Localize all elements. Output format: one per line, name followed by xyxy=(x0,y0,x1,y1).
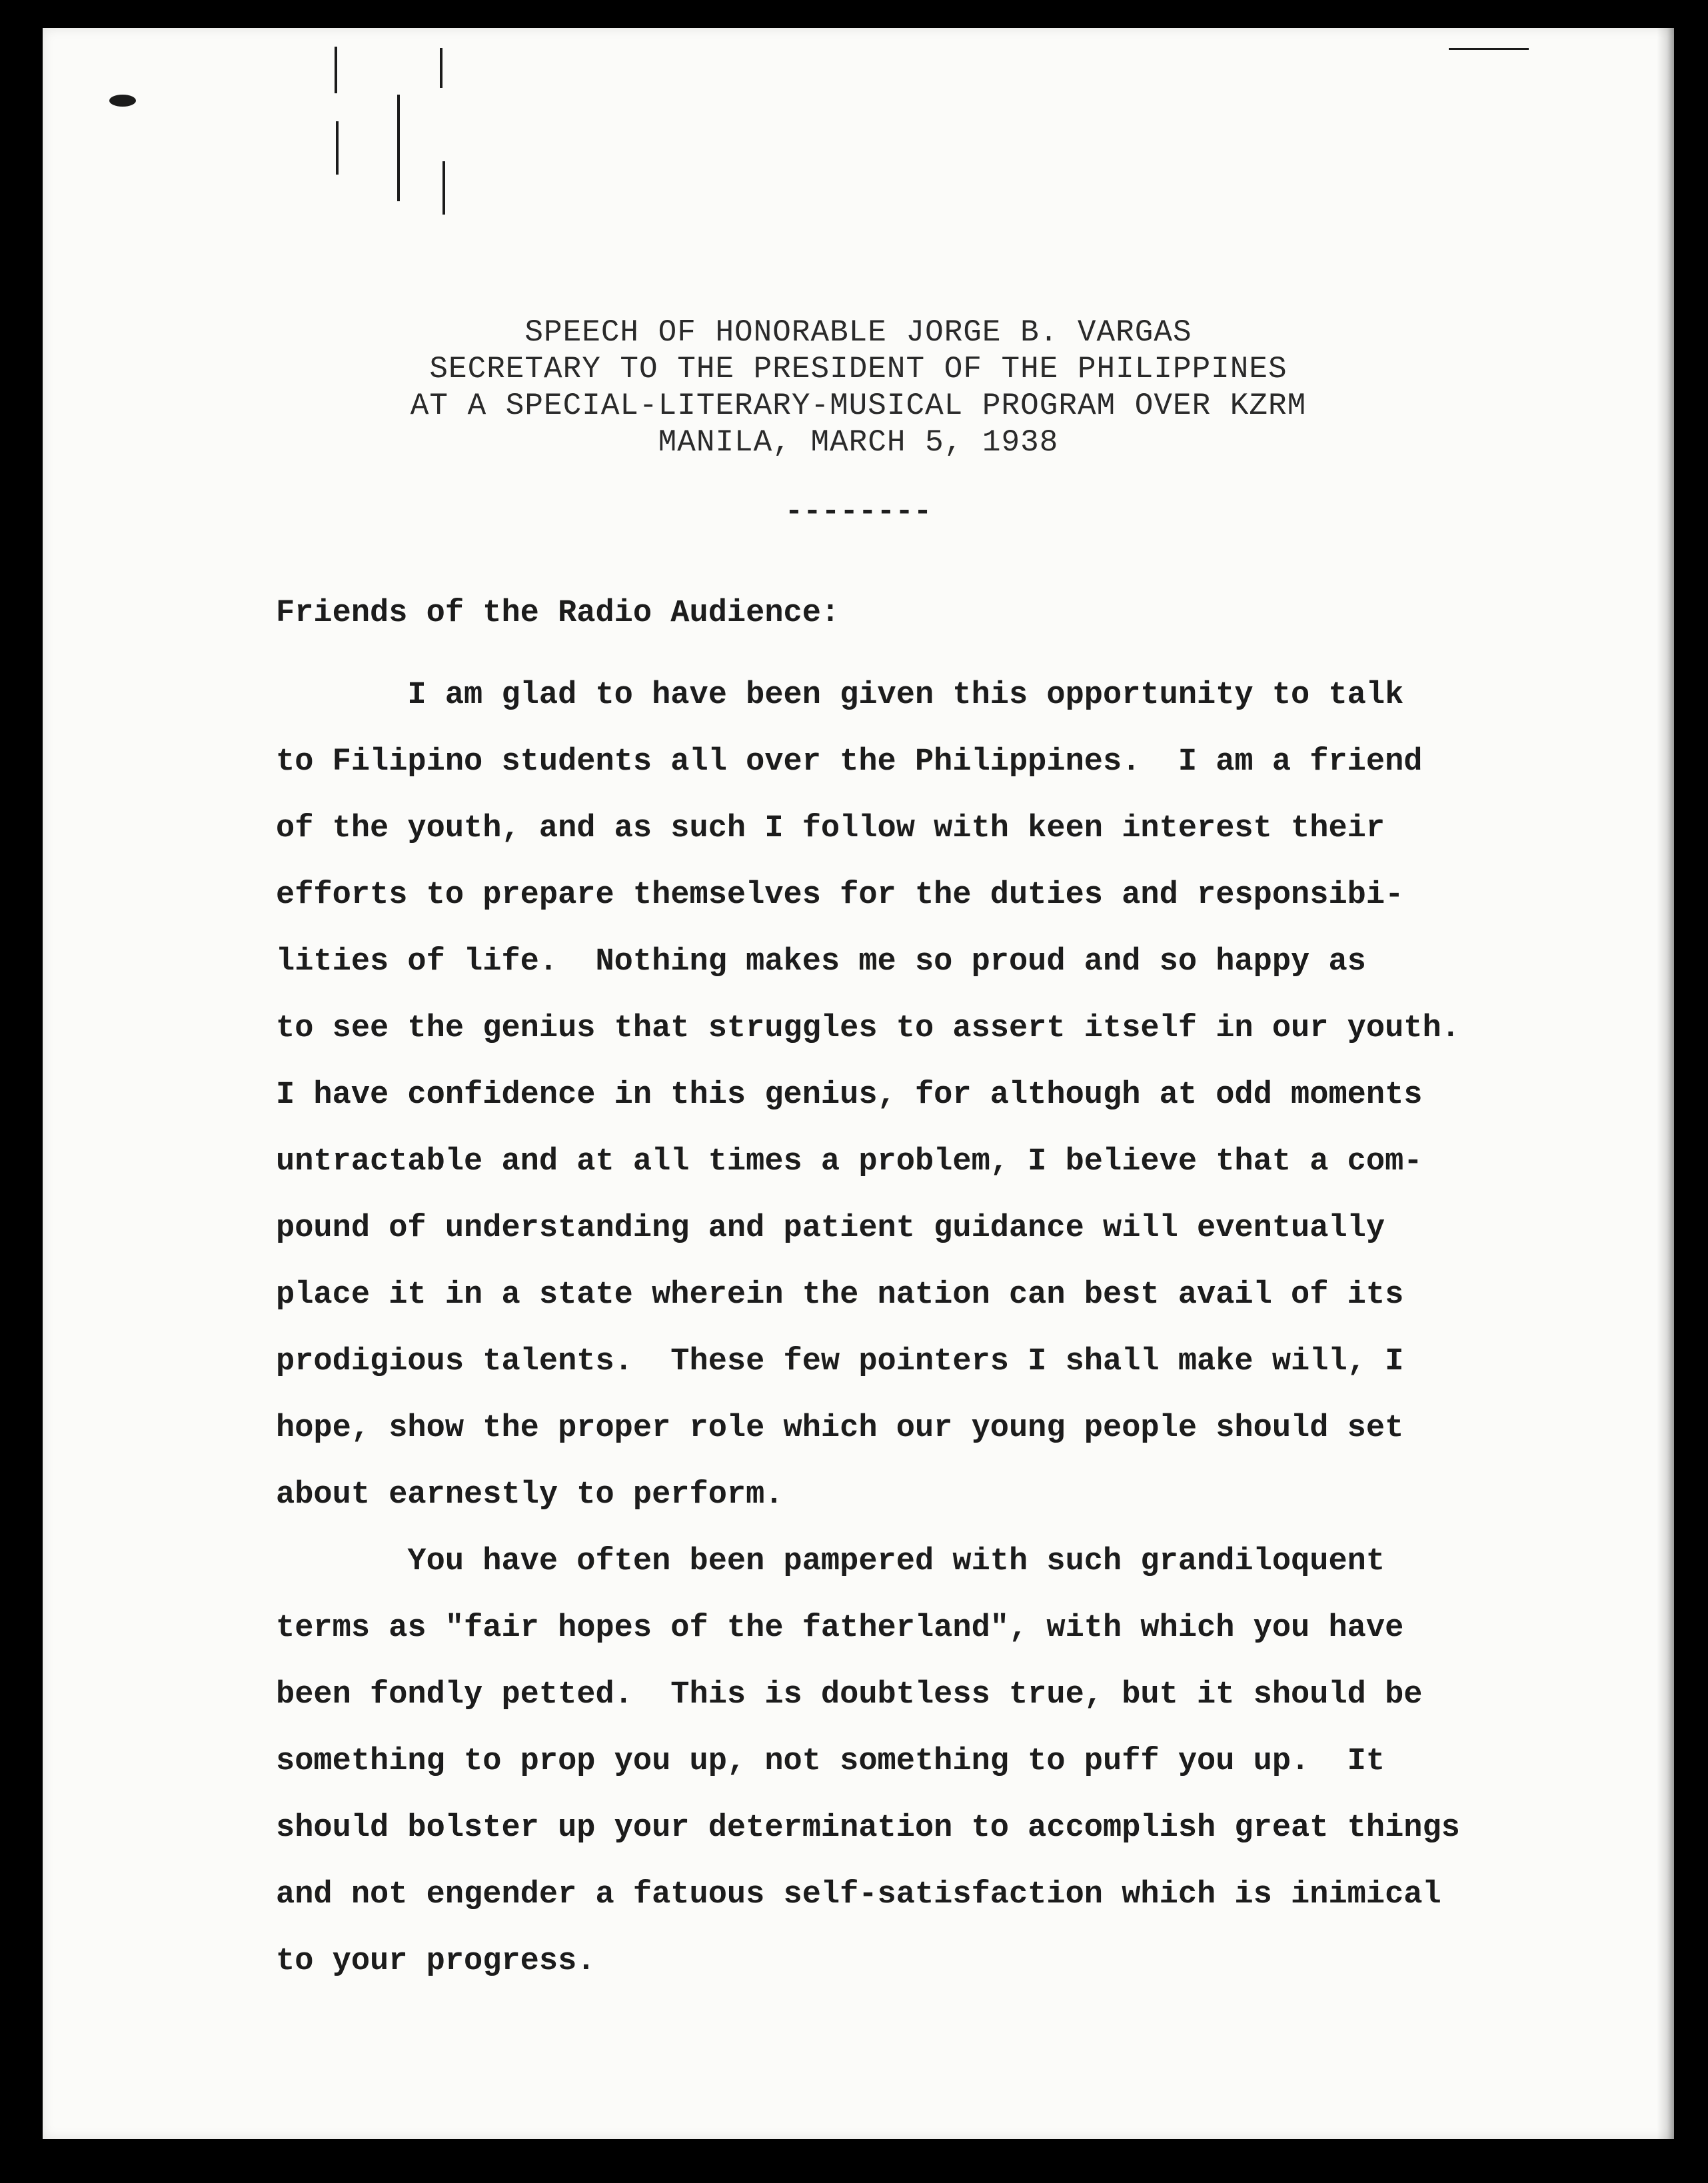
text-line: and not engender a fatuous self-satisfaction which is inimical xyxy=(276,1877,1441,1912)
text-line: about earnestly to perform. xyxy=(276,1477,784,1513)
heading-line: AT A SPECIAL-LITERARY-MUSICAL PROGRAM OVER KZRM xyxy=(410,388,1307,423)
text-line: place it in a state wherein the nation can best avail of its xyxy=(276,1277,1404,1313)
text-line: untractable and at all times a problem, I believe that a com- xyxy=(276,1144,1423,1179)
text-line: prodigious talents. These few pointers I shall make will, I xyxy=(276,1344,1404,1379)
text-line: to your progress. xyxy=(276,1944,596,1979)
text-line: terms as "fair hopes of the fatherland", with which you have xyxy=(276,1611,1404,1646)
scan-mark xyxy=(442,161,445,215)
scan-mark xyxy=(109,95,136,107)
text-line: pound of understanding and patient guidance will eventually xyxy=(276,1211,1385,1246)
scan-mark xyxy=(397,95,400,201)
heading-separator: -------- xyxy=(784,494,932,529)
text-line: of the youth, and as such I follow with keen interest their xyxy=(276,811,1385,846)
text-line: I have confidence in this genius, for although at odd moments xyxy=(276,1078,1423,1113)
text-line: to Filipino students all over the Philippines. I am a friend xyxy=(276,744,1423,780)
text-line: to see the genius that struggles to assert itself in our youth. xyxy=(276,1011,1460,1046)
scan-mark xyxy=(440,48,442,88)
speech-heading xyxy=(43,315,1674,461)
heading-line: MANILA, MARCH 5, 1938 xyxy=(658,425,1059,460)
heading-line: SECRETARY TO THE PRESIDENT OF THE PHILIPPINES xyxy=(429,352,1287,386)
text-line: You have often been pampered with such grandiloquent xyxy=(276,1544,1385,1579)
scan-mark xyxy=(1449,48,1529,50)
scan-mark xyxy=(336,121,339,175)
scan-mark xyxy=(335,47,337,93)
text-line: efforts to prepare themselves for the duties and responsibi- xyxy=(276,878,1404,913)
text-line: hope, show the proper role which our young people should set xyxy=(276,1411,1404,1446)
text-line: lities of life. Nothing makes me so proud and so happy as xyxy=(276,944,1366,980)
salutation: Friends of the Radio Audience: xyxy=(276,596,840,631)
text-line: I am glad to have been given this opportunity to talk xyxy=(276,678,1404,713)
text-line: been fondly petted. This is doubtless true, but it should be xyxy=(276,1677,1423,1713)
speech-body xyxy=(276,662,1582,1995)
document-page xyxy=(43,28,1674,2139)
text-line: should bolster up your determination to accomplish great things xyxy=(276,1811,1460,1846)
heading-line: SPEECH OF HONORABLE JORGE B. VARGAS xyxy=(524,315,1192,350)
text-line: something to prop you up, not something to puff you up. It xyxy=(276,1744,1385,1779)
